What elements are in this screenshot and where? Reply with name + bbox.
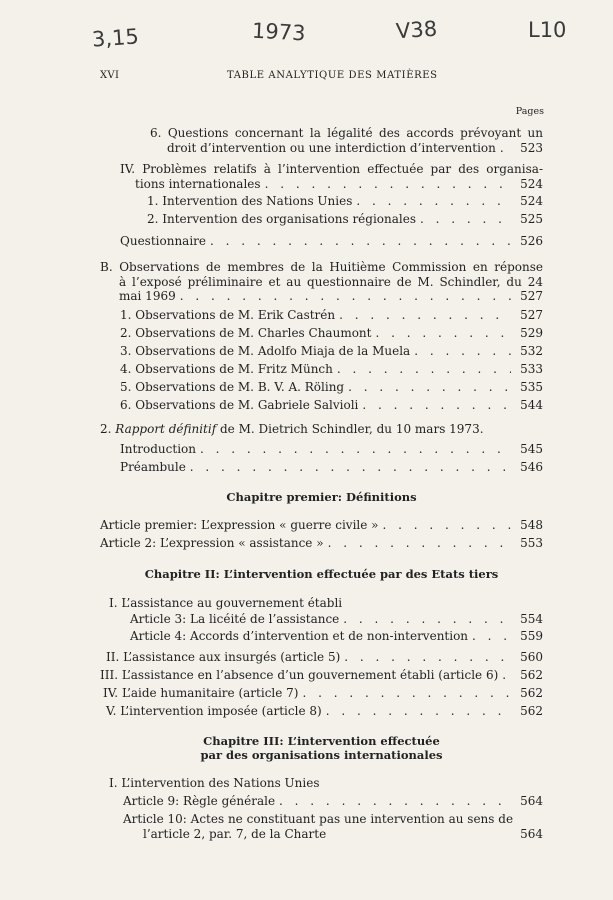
toc-entry: III. L’assistance en l’absence d’un gouvernement établi (article 6) . . . 562 <box>100 668 543 683</box>
toc-entry: Article 4: Accords d’intervention et de non-intervention . . . 559 <box>130 629 543 644</box>
page-title: TABLE ANALYTIQUE DES MATIÈRES <box>227 70 438 81</box>
toc-entry: 6. Observations de M. Gabriele Salvioli . . . 544 <box>120 398 543 413</box>
chapter-heading: Chapitre II: L’intervention effectuée par des Etats tiers <box>144 567 499 581</box>
toc-entry: Article 9: Règle générale . . . 564 <box>123 794 543 809</box>
toc-entry: Article 3: La licéité de l’assistance . . . 554 <box>130 612 543 627</box>
toc-entry: 5. Observations de M. B. V. A. Röling . . . 535 <box>120 380 543 395</box>
page-number: XVI <box>100 70 120 81</box>
toc-entry: I. L’assistance au gouvernement établi <box>109 596 343 610</box>
toc-entry: Article 2: L’expression « assistance » . . . 553 <box>100 536 543 551</box>
pages-column-label: Pages <box>515 106 544 117</box>
toc-entry: II. L’assistance aux insurgés (article 5) . . . 560 <box>106 650 543 665</box>
chapter-heading: Chapitre III: L’intervention effectuée par des organisations internationales <box>200 734 443 762</box>
toc-entry: 4. Observations de M. Fritz Münch . . . 533 <box>120 362 543 377</box>
toc-entry: 2. Rapport définitif de M. Dietrich Schindler, du 10 mars 1973. <box>100 422 484 436</box>
handwritten-annotation: 3,15 <box>91 24 140 52</box>
chapter-heading: Chapitre premier: Définitions <box>226 490 417 504</box>
toc-entry: Questionnaire . . . 526 <box>120 234 543 249</box>
toc-entry: 6. Questions concernant la légalité des accords prévoyant un droit d’intervention ou une interdiction d’intervention . . . 523 <box>150 126 543 155</box>
toc-entry: Article 10: Actes ne constituant pas une intervention au sens de l’article 2, par. 7, de la Charte 564 <box>123 812 543 841</box>
toc-entry: 1. Observations de M. Erik Castrén . . . 527 <box>120 308 543 323</box>
handwritten-annotation: V38 <box>395 16 438 44</box>
toc-entry: 1. Intervention des Nations Unies . . . 524 <box>147 194 543 209</box>
handwritten-annotation: 1973 <box>251 18 307 46</box>
toc-entry: 3. Observations de M. Adolfo Miaja de la Muela . . . 532 <box>120 344 543 359</box>
toc-entry: Article premier: L’expression « guerre civile » . . . 548 <box>100 518 543 533</box>
toc-entry: I. L’intervention des Nations Unies <box>109 776 320 790</box>
toc-entry: Introduction . . . 545 <box>120 442 543 457</box>
toc-entry: IV. Problèmes relatifs à l’intervention effectuée par des organisa- tions internationales . . . 524 <box>120 162 543 191</box>
toc-entry: IV. L’aide humanitaire (article 7) . . . 562 <box>103 686 543 701</box>
toc-entry: B. Observations de membres de la Huitième Commission en réponse à l’exposé préliminaire et au questionnaire de M. Schindler, du 24 mai 1969 . . . 527 <box>100 260 543 304</box>
toc-entry: V. L’intervention imposée (article 8) . . . 562 <box>106 704 543 719</box>
toc-entry: 2. Intervention des organisations régionales . . . 525 <box>147 212 543 227</box>
running-header <box>100 70 540 84</box>
handwritten-annotation: L10 <box>528 18 567 42</box>
toc-entry: 2. Observations de M. Charles Chaumont . . . 529 <box>120 326 543 341</box>
toc-entry: Préambule . . . 546 <box>120 460 543 475</box>
